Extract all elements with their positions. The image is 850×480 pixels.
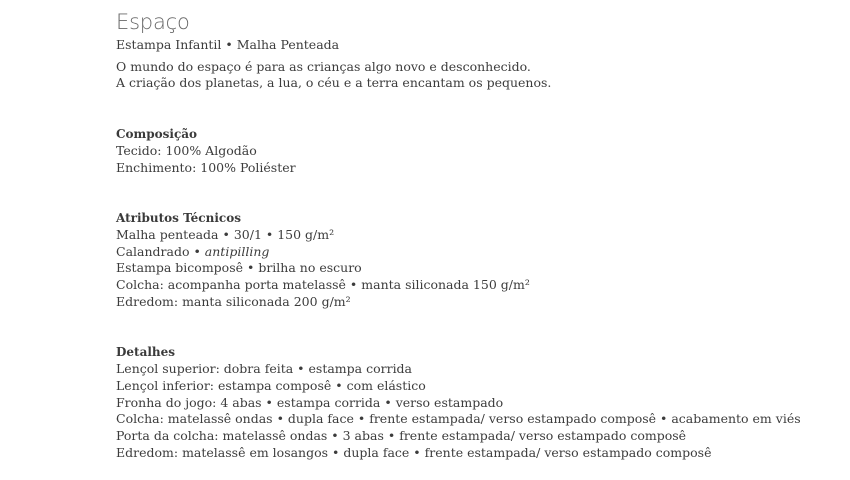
attribute-line: Colcha: acompanha porta matelassê • manta siliconada 150 g/m² — [116, 277, 530, 293]
attribute-line: Edredom: manta siliconada 200 g/m² — [116, 293, 351, 309]
product-description — [116, 8, 836, 461]
detail-line: Porta da colcha: matelassê ondas • 3 abas • frente estampada/ verso estampado composê — [116, 427, 687, 443]
composition-line: Tecido: 100% Algodão — [116, 142, 257, 158]
attribute-text: Calandrado • — [116, 243, 205, 259]
technical-attributes-section — [116, 210, 836, 310]
technical-attributes-heading: Atributos Técnicos — [116, 211, 241, 226]
composition-heading: Composição — [116, 127, 198, 142]
intro-line: A criação dos planetas, a lua, o céu e a terra encantam os pequenos. — [116, 75, 552, 91]
details-heading: Detalhes — [116, 345, 176, 360]
detail-line: Colcha: matelassê ondas • dupla face • frente estampada/ verso estampado composê • acabamento em viés — [116, 411, 801, 427]
composition-line: Enchimento: 100% Poliéster — [116, 159, 296, 175]
detail-line: Edredom: matelassê em losangos • dupla face • frente estampada/ verso estampado composê — [116, 444, 712, 460]
intro-line: O mundo do espaço é para as crianças algo novo e desconhecido. — [116, 58, 531, 74]
attribute-line: Estampa bicomposê • brilha no escuro — [116, 260, 362, 276]
detail-line: Fronha do jogo: 4 abas • estampa corrida • verso estampado — [116, 394, 504, 410]
detail-line: Lençol inferior: estampa composê • com elástico — [116, 377, 426, 393]
attribute-italic-text: antipilling — [204, 243, 270, 259]
attribute-line: Malha penteada • 30/1 • 150 g/m² — [116, 226, 335, 242]
product-title: Espaço — [116, 10, 190, 34]
composition-section — [116, 126, 836, 176]
attribute-line — [116, 244, 836, 261]
details-section — [116, 344, 836, 461]
detail-line: Lençol superior: dobra feita • estampa corrida — [116, 361, 413, 377]
intro-paragraph — [116, 59, 836, 92]
product-subtitle: Estampa Infantil • Malha Penteada — [116, 37, 340, 52]
